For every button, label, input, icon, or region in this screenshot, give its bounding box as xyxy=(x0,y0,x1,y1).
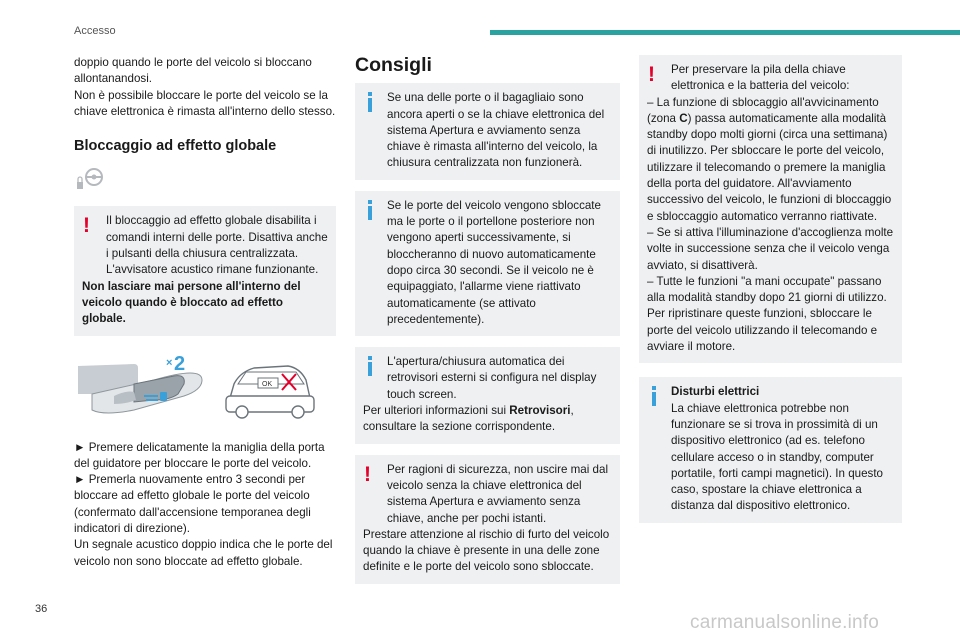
mirrors-link-text: Retrovisori xyxy=(509,404,571,418)
steering-wheel-lock-icon xyxy=(74,166,336,192)
battery-intro: Per preservare la pila della chiave elettronica e la batteria del veicolo: xyxy=(671,63,850,93)
interference-text: La chiave elettronica potrebbe non funzionare se si trova in prossimità di un dispositivo elettronico (ad es. telefono cellulare acceso o in standby, computer portatile, forti campi magnetici). In questo caso, spostare la chiave elettronica a distanza dal dispositivo elettronico. xyxy=(671,401,884,513)
interference-title: Disturbi elettrici xyxy=(671,385,760,399)
info-icon xyxy=(368,200,372,220)
section-heading-tips: Consigli xyxy=(355,54,432,76)
step-2: ► Premerla nuovamente entro 3 secondi per bloccare ad effetto globale le porte del veicolo (confermato dall'accensione temporanea degli indicatori di direzione). xyxy=(74,473,311,536)
zone-letter: C xyxy=(679,111,688,125)
svg-text:×: × xyxy=(166,356,173,369)
info-box-mirrors xyxy=(355,347,620,443)
info-box-doors-open xyxy=(355,83,620,179)
column-right xyxy=(639,55,902,534)
info-icon xyxy=(652,386,656,406)
warning-text-4a: Per ragioni di sicurezza, non uscire mai dal veicolo senza la chiave elettronica del sistema Apertura e avviamento senza chiave, anche per pochi istanti. xyxy=(387,462,609,525)
header-accent-bar xyxy=(490,30,960,35)
column-middle xyxy=(355,55,620,595)
warning-text: Il bloccaggio ad effetto globale disabilita i comandi interni delle porte. Disattiva anche i pulsanti della chiusura centralizzata. L'avvisatore acustico rimane funzionante. xyxy=(106,214,328,277)
watermark: carmanualsonline.info xyxy=(690,612,880,633)
car-rear-illustration xyxy=(226,366,314,418)
section-heading-global-lock: Bloccaggio ad effetto globale xyxy=(74,138,277,155)
column-left xyxy=(74,55,336,570)
step-note: Un segnale acustico doppio indica che le porte del veicolo non sono bloccate ad effetto globale. xyxy=(74,538,333,568)
info-icon xyxy=(368,356,372,376)
text-segment: – La funzione di sblocaggio all'avvicinamento (zona xyxy=(647,95,879,125)
battery-item-3: – Tutte le funzioni "a mani occupate" passano alla modalità standby dopo 21 giorni di utilizzo. Per ripristinare queste funzioni, sbloccare le porte del veicolo utilizzando il telecomando e avviare il motore. xyxy=(647,274,887,354)
info-text-3b xyxy=(363,403,612,436)
text-segment: , consultare la sezione corrispondente. xyxy=(363,404,574,434)
warning-text-4b: Prestare attenzione al rischio di furto del veicolo quando la chiave è presente in una delle zone definite e le porte del veicolo sono sbloccate. xyxy=(363,527,610,574)
text-segment: Per ulteriori informazioni sui xyxy=(363,404,510,418)
page-number: 36 xyxy=(35,603,48,615)
step-1: ► Premere delicatamente la maniglia della porta del guidatore per bloccare le porte del veicolo. xyxy=(74,440,325,470)
section-title: Accesso xyxy=(74,25,116,37)
text-segment: ) passa automaticamente alla modalità standby dopo molti giorni (circa una settimana) di inutilizzo. Per sbloccare le porte del veicolo, utilizzare il telecomando o premere la maniglia della porta del guidatore. All'avviamento successivo del veicolo, le funzioni di bloccaggio e sbloccaggio automatico verranno riattivate. xyxy=(647,111,892,223)
times-two-badge xyxy=(166,353,185,375)
warning-bold-text: Non lasciare mai persone all'interno del veicolo quando è bloccato ad effetto globale. xyxy=(82,279,301,326)
warning-box-global-lock xyxy=(74,206,336,335)
info-text-3a: L'apertura/chiusura automatica dei retrovisori esterni si configura nel display touch screen. xyxy=(387,355,597,401)
info-icon xyxy=(368,92,372,112)
ok-label: OK xyxy=(262,380,273,388)
battery-item-2: – Se si attiva l'illuminazione d'accoglienza molte volte in successione senza che il veicolo venga avviato, si disattiverà. xyxy=(647,225,894,272)
info-box-auto-relock xyxy=(355,191,620,336)
warning-exclamation-icon: ! xyxy=(648,63,655,86)
battery-item-1 xyxy=(647,95,894,225)
svg-text:2: 2 xyxy=(174,352,186,375)
warning-exclamation-icon: ! xyxy=(83,214,90,238)
info-text-2: Se le porte del veicolo vengono sbloccate ma le porte o il portellone posteriore non vengono aperti successivamente, si bloccheranno di nuovo automaticamente dopo circa 30 secondi. Se il veicolo ne è equipaggiato, l'allarme viene riattivato automaticamente (se attivato precedentemente). xyxy=(387,198,601,326)
warning-box-battery xyxy=(639,55,902,363)
illustration-door-handle-and-car xyxy=(74,350,336,428)
intro-line-2: Non è possibile bloccare le porte del veicolo se la chiave elettronica è rimasta all'interno dello stesso. xyxy=(74,88,336,118)
warning-box-key-safety xyxy=(355,455,620,584)
warning-exclamation-icon: ! xyxy=(364,462,371,486)
info-box-electrical-interference xyxy=(639,377,902,522)
intro-line-1: doppio quando le porte del veicolo si bloccano allontanandosi. xyxy=(74,56,312,86)
info-text-1: Se una delle porte o il bagagliaio sono ancora aperti o se la chiave elettronica del sistema Apertura e avviamento senza chiave è rimasta all'interno del veicolo, la chiusura centralizzata non funzionerà. xyxy=(387,91,605,170)
